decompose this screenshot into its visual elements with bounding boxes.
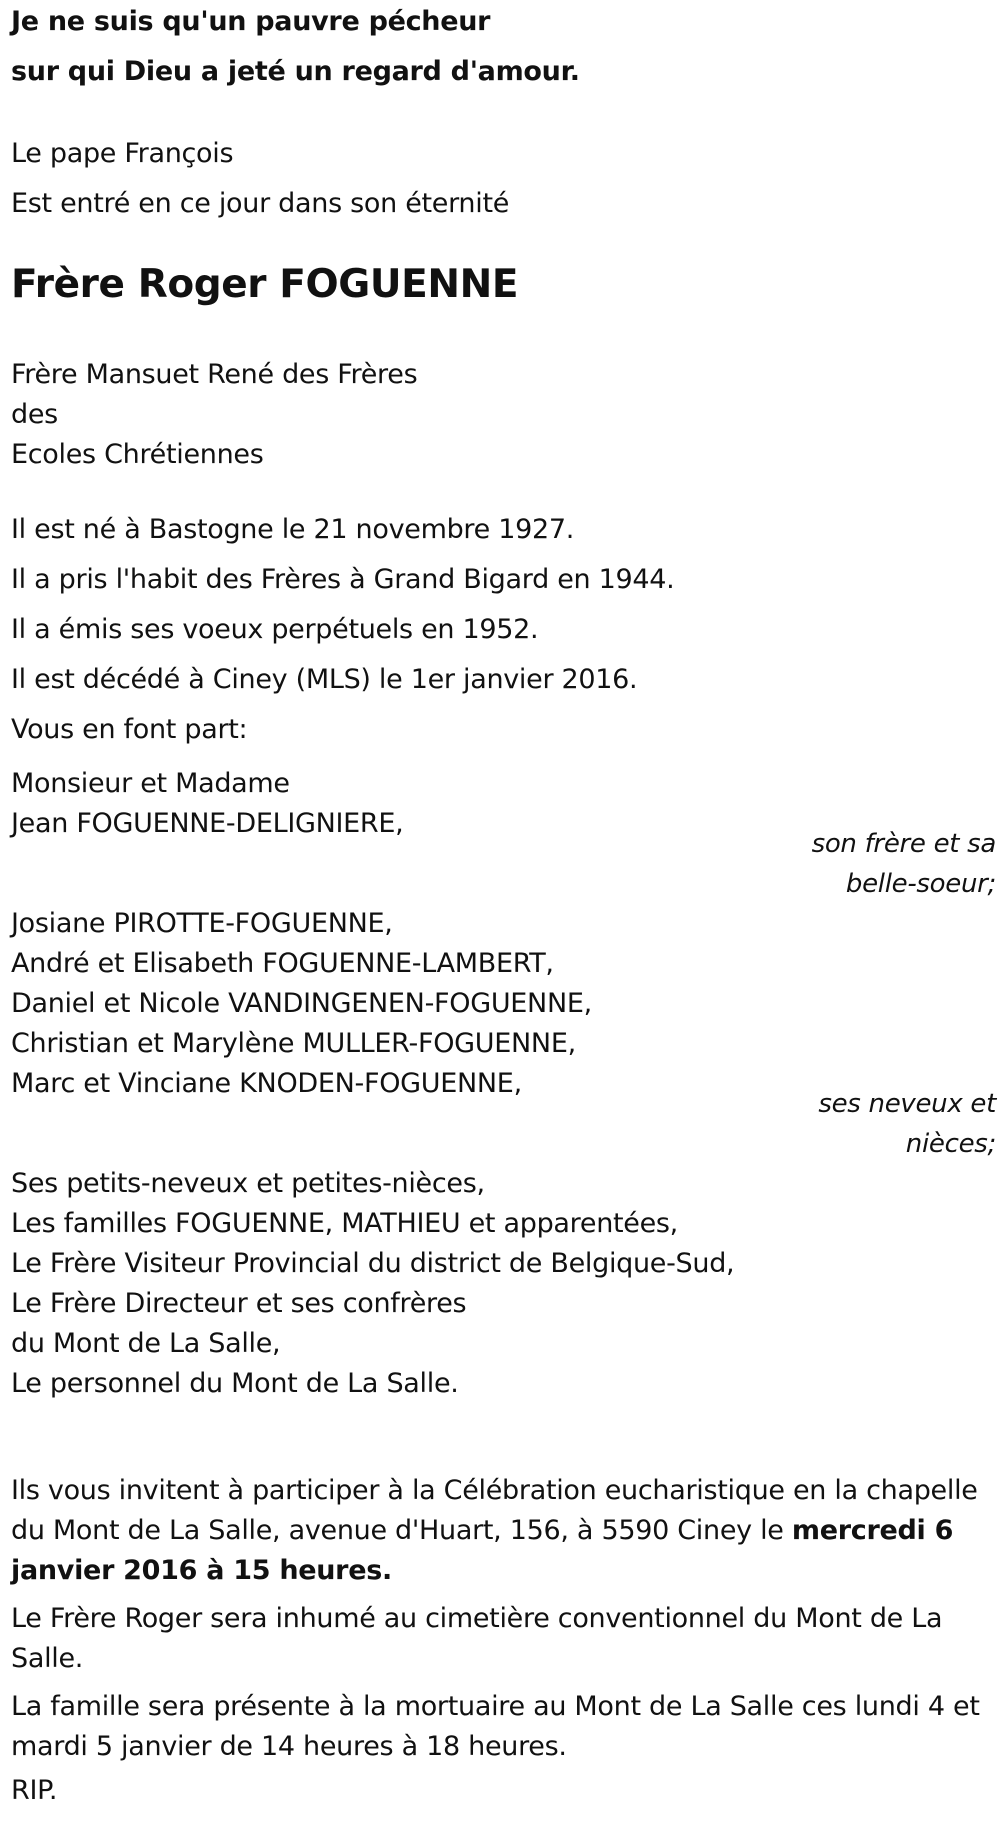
closing-rip: RIP.	[11, 1775, 58, 1806]
religious-name-line-2: des	[11, 399, 58, 430]
ceremony-text: Ils vous invitent à participer à la Célébration eucharistique en la chapelle du Mont de La Salle, avenue d'Huart, 156, à 5590 Ciney le	[11, 1475, 978, 1546]
family-name: Le Frère Visiteur Provincial du district de Belgique-Sud,	[11, 1248, 735, 1279]
announcement-intro: Vous en font part:	[11, 714, 248, 745]
relation-nephews-nieces	[596, 1084, 996, 1164]
relation-line: ses neveux et	[818, 1089, 996, 1119]
family-name: du Mont de La Salle,	[11, 1328, 281, 1359]
religious-name-line-3: Ecoles Chrétiennes	[11, 439, 264, 470]
religious-name	[11, 355, 417, 475]
family-name: Le personnel du Mont de La Salle.	[11, 1368, 459, 1399]
family-name: André et Elisabeth FOGUENNE-LAMBERT,	[11, 948, 554, 979]
family-name: Les familles FOGUENNE, MATHIEU et apparentées,	[11, 1208, 678, 1239]
pope-line-1: Le pape François	[11, 138, 234, 169]
fact-habit: Il a pris l'habit des Frères à Grand Bigard en 1944.	[11, 564, 675, 595]
fact-birth: Il est né à Bastogne le 21 novembre 1927.	[11, 514, 575, 545]
family-name: Jean FOGUENNE-DELIGNIERE,	[11, 808, 404, 839]
fact-vows: Il a émis ses voeux perpétuels en 1952.	[11, 614, 539, 645]
family-name: Christian et Marylène MULLER-FOGUENNE,	[11, 1028, 576, 1059]
family-name: Ses petits-neveux et petites-nièces,	[11, 1168, 485, 1199]
relation-line: nièces;	[905, 1129, 996, 1159]
family-name: Monsieur et Madame	[11, 768, 290, 799]
visitation-paragraph: La famille sera présente à la mortuaire au Mont de La Salle ces lundi 4 et mardi 5 janvier de 14 heures à 18 heures.	[11, 1691, 980, 1762]
relation-brother-sister-in-law	[596, 824, 996, 904]
ceremony-date: mercredi 6 janvier 2016 à 15 heures.	[11, 1515, 954, 1586]
quote-line-1: Je ne suis qu'un pauvre pécheur	[11, 6, 491, 37]
family-name: Daniel et Nicole VANDINGENEN-FOGUENNE,	[11, 988, 592, 1019]
family-name: Le Frère Directeur et ses confrères	[11, 1288, 467, 1319]
family-group-2	[11, 904, 592, 1104]
religious-name-line-1: Frère Mansuet René des Frères	[11, 359, 418, 390]
relation-line: son frère et sa	[811, 829, 996, 859]
deceased-name: Frère Roger FOGUENNE	[11, 262, 519, 307]
pope-line-2: Est entré en ce jour dans son éternité	[11, 188, 510, 219]
fact-death: Il est décédé à Ciney (MLS) le 1er janvier 2016.	[11, 664, 638, 695]
family-group-3	[11, 1164, 734, 1404]
quote-line-2: sur qui Dieu a jeté un regard d'amour.	[11, 56, 580, 87]
burial-paragraph: Le Frère Roger sera inhumé au cimetière conventionnel du Mont de La Salle.	[11, 1603, 943, 1674]
relation-line: belle-soeur;	[845, 869, 996, 899]
family-name: Marc et Vinciane KNODEN-FOGUENNE,	[11, 1068, 522, 1099]
family-name: Josiane PIROTTE-FOGUENNE,	[11, 908, 393, 939]
family-group-1	[11, 764, 403, 844]
ceremony-paragraph	[11, 1471, 996, 1591]
